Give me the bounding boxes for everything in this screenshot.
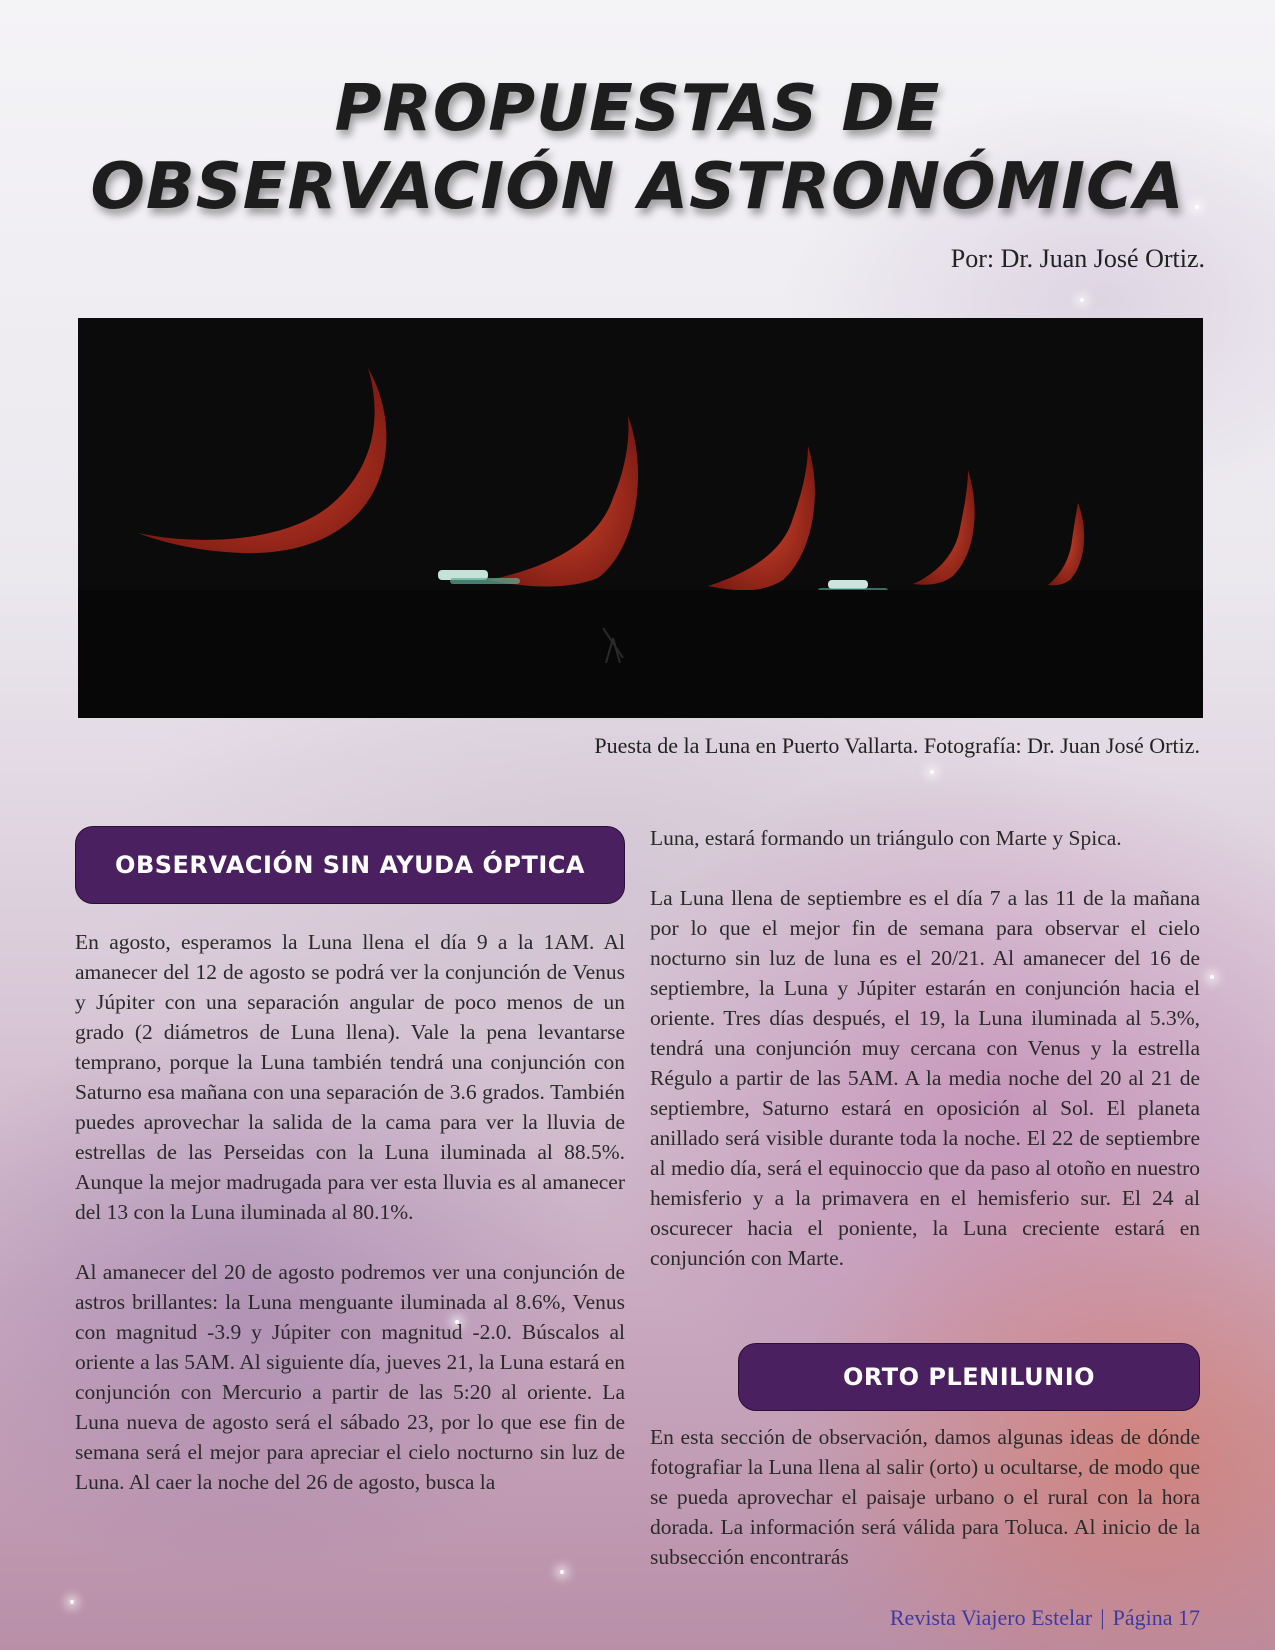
paragraph: Al amanecer del 20 de agosto podremos ver una conjunción de astros brillantes: la Luna menguante iluminada al 8.6%, Venus con magnitud -3.9 y Júpiter con magnitud -2.0. Búscalos al oriente a las 5AM. Al siguiente día, jueves 21, la Luna estará en conjunción con Mercurio a partir de las 5:20 al oriente. La Luna nueva de agosto será el sábado 23, por lo que ese fin de semana será el mejor para apreciar el cielo nocturno sin luz de Luna. Al caer la noche del 26 de agosto, busca la xyxy=(75,1260,625,1494)
article-title xyxy=(0,70,1275,226)
title-line-1: PROPUESTAS DE xyxy=(334,72,941,146)
left-column-text xyxy=(75,927,625,1527)
paragraph: En agosto, esperamos la Luna llena el día 9 a la 1AM. Al amanecer del 12 de agosto se podrá ver la conjunción de Venus y Júpiter con una separación angular de poco menos de un grado (2 diámetros de Luna llena). Vale la pena levantarse temprano, porque la Luna también tendrá una conjunción con Saturno esa mañana con una separación de 3.6 grados. También puedes aprovechar la salida de la cama para ver la lluvia de estrellas de las Perseidas con la Luna iluminada al 88.5%. Aunque la mejor madrugada para ver esta lluvia es al amanecer del 13 con la Luna iluminada al 80.1%. xyxy=(75,930,625,1224)
footer-separator: | xyxy=(1100,1605,1105,1630)
moon-sequence-illustration xyxy=(78,318,1203,718)
decorative-star xyxy=(930,770,934,774)
paragraph: La Luna llena de septiembre es el día 7 a las 11 de la mañana por lo que el mejor fin de semana para observar el cielo nocturno sin luz de luna es el 20/21. Al amanecer del 16 de septiembre, la Luna y Júpiter estarán en conjunción hacia el oriente. Tres días después, el 19, la Luna iluminada al 5.3%, tendrá una conjunción muy cercana con Venus y la estrella Régulo a partir de las 5AM. A la media noche del 20 al 21 de septiembre, Saturno estará en oposición al Sol. El planeta anillado será visible durante toda la noche. El 22 de septiembre al medio día, será el equinoccio que da paso al otoño en nuestro hemisferio y a la primavera en el hemisferio sur. El 24 al oscurecer hacia el poniente, la Luna creciente estará en conjunción con Marte. xyxy=(650,886,1200,1270)
paragraph: Luna, estará formando un triángulo con Marte y Spica. xyxy=(650,826,1122,850)
section-heading-orto-plenilunio: ORTO PLENILUNIO xyxy=(738,1343,1200,1411)
decorative-star xyxy=(1080,298,1084,302)
author-byline: Por: Dr. Juan José Ortiz. xyxy=(950,244,1205,273)
page-footer xyxy=(890,1605,1200,1631)
paragraph: En esta sección de observación, damos algunas ideas de dónde fotografiar la Luna llena al salir (orto) u ocultarse, de modo que se pueda aprovechar el paisaje urbano o el rural con la hora dorada. La información será válida para Toluca. Al inicio de la subsección encontrarás xyxy=(650,1425,1200,1569)
decorative-star xyxy=(560,1570,564,1574)
decorative-star xyxy=(1210,975,1214,979)
moonset-photo xyxy=(78,318,1203,718)
decorative-star xyxy=(70,1600,74,1604)
right-column-text xyxy=(650,823,1200,1303)
photo-caption: Puesta de la Luna en Puerto Vallarta. Fotografía: Dr. Juan José Ortiz. xyxy=(594,733,1200,758)
title-line-2: OBSERVACIÓN ASTRONÓMICA xyxy=(90,150,1185,224)
page-number: Página 17 xyxy=(1112,1605,1200,1630)
right-column-text-2 xyxy=(650,1422,1200,1602)
magazine-name: Revista Viajero Estelar xyxy=(889,1605,1093,1630)
section-heading-observacion: OBSERVACIÓN SIN AYUDA ÓPTICA xyxy=(75,826,625,904)
